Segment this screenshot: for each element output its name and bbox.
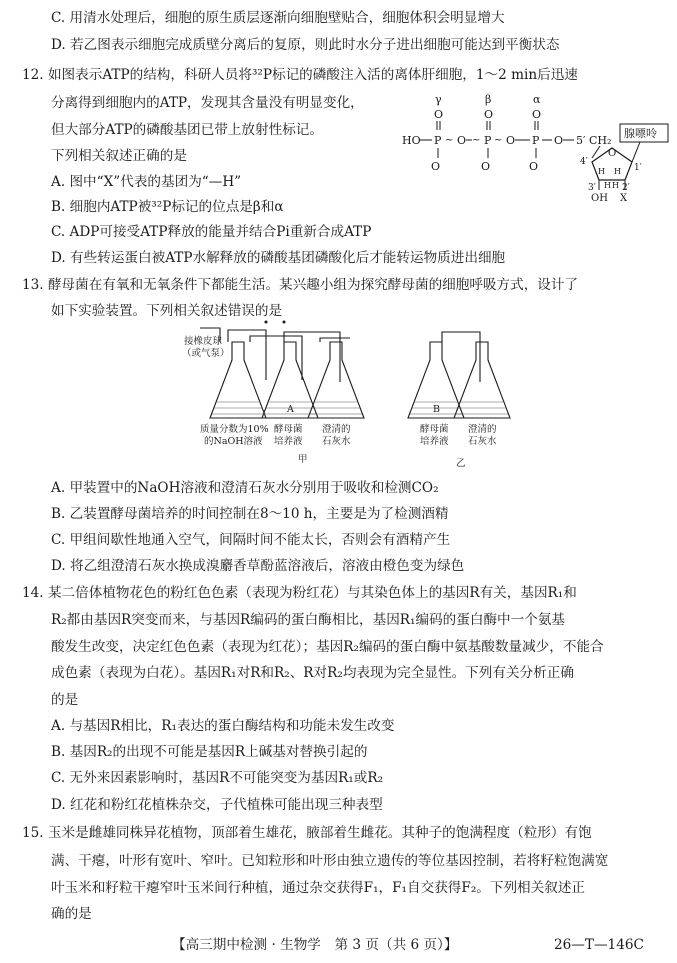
- question-15-stem-2: 满、干瘪，叶形有宽叶、窄叶。已知粒形和叶形由独立遗传的等位基因控制，若将籽粒饱满宽: [51, 853, 609, 869]
- svg-text:2′: 2′: [622, 183, 630, 193]
- option-12d: D. 有些转运蛋白被ATP水解释放的磷酸基团磷酸化后才能转运物质进出细胞: [51, 250, 506, 266]
- flask-limewater-1: [308, 342, 364, 418]
- phosphorus-alpha: P: [532, 134, 540, 147]
- alpha-label: α: [533, 93, 541, 106]
- option-13a: A. 甲装置中的NaOH溶液和澄清石灰水分别用于吸收和检测CO₂: [51, 480, 439, 496]
- option-13c: C. 甲组间歇性地通入空气，间隔时间不能太长，否则会有酒精产生: [51, 532, 451, 548]
- svg-text:4′: 4′: [580, 157, 588, 167]
- yeast-apparatus-figure: [180, 320, 510, 470]
- o-atom: O: [484, 108, 494, 121]
- atp-structure-figure: [400, 92, 670, 204]
- phosphorus-beta: P: [484, 134, 492, 147]
- question-12-stem: 12. 如图表示ATP的结构，科研人员将³²P标记的磷酸注入活的离体肝细胞，1～2 min后迅速: [22, 67, 578, 83]
- option-14d: D. 红花和粉红花植株杂交，子代植株可能出现三种表型: [51, 797, 383, 813]
- flask-b-label: B: [433, 404, 440, 415]
- option-13b: B. 乙装置酵母菌培养的时间控制在8～10 h，主要是为了检测酒精: [51, 506, 449, 522]
- question-12-stem-4: 下列相关叙述正确的是: [51, 148, 187, 164]
- o-atom: O: [532, 108, 542, 121]
- question-12-stem-2: 分离得到细胞内的ATP，发现其含量没有明显变化，: [51, 95, 364, 111]
- svg-text:H: H: [614, 167, 621, 176]
- svg-text:的NaOH溶液: 的NaOH溶液: [204, 436, 263, 447]
- oh-group: O: [529, 160, 539, 173]
- question-12-stem-3: 但大部分ATP的磷酸基团已带上放射性标记。: [51, 122, 323, 138]
- question-13-stem-2: 如下实验装置。下列相关叙述错误的是: [51, 303, 283, 319]
- pump-label: 接橡皮球: [184, 336, 223, 347]
- question-15-stem: 15. 玉米是雌雄同株异花植物，顶部着生雄花，腋部着生雌花。其种子的饱满程度（粒形）有饱: [22, 825, 592, 841]
- adenine-label: 腺嘌呤: [624, 127, 657, 140]
- svg-text:~: ~: [472, 135, 481, 146]
- phosphorus-gamma: P: [434, 134, 442, 147]
- flask-limewater-2: [454, 342, 510, 418]
- svg-text:~: ~: [494, 135, 503, 146]
- svg-text:H: H: [604, 181, 611, 190]
- question-15-stem-3: 叶玉米和籽粒干瘪窄叶玉米间行种植，通过杂交获得F₁，F₁自交获得F₂。下列相关叙述正: [51, 880, 586, 896]
- question-14-stem-3: 酸发生改变，决定红色色素（表现为红花）；基因R₂编码的蛋白酶中氨基酸数量减少，不能合: [51, 639, 604, 655]
- ring-oxygen: O: [608, 148, 617, 159]
- svg-text:3′: 3′: [588, 183, 596, 193]
- svg-text:H: H: [598, 167, 605, 176]
- page-footer-title: 【高三期中检测 · 生物学 第 3 页（共 6 页）】: [172, 937, 458, 953]
- group-jia-label: 甲: [298, 454, 308, 465]
- svg-text:培养液: 培养液: [274, 436, 303, 447]
- bridge-o: O: [457, 134, 467, 147]
- svg-text:培养液: 培养液: [420, 436, 449, 447]
- o-atom: O: [434, 108, 444, 121]
- question-14-stem: 14. 某二倍体植物花色的粉红色色素（表现为粉红花）与其染色体上的基因R有关，基因R₁和: [22, 585, 577, 601]
- option-11c: C. 用清水处理后，细胞的原生质层逐渐向细胞壁贴合，细胞体积会明显增大: [51, 10, 505, 26]
- svg-text:澄清的: 澄清的: [468, 424, 497, 435]
- oh-group: O: [481, 160, 491, 173]
- svg-text:澄清的: 澄清的: [322, 424, 351, 435]
- option-14c: C. 无外来因素影响时，基因R不可能突变为基因R₁或R₂: [51, 770, 384, 786]
- question-14-stem-2: R₂都由基因R突变而来，与基因R编码的蛋白酶相比，基因R₁编码的蛋白酶中一个氨基: [51, 612, 566, 628]
- group-yi-label: 乙: [456, 458, 466, 469]
- svg-text:石灰水: 石灰水: [322, 436, 351, 447]
- svg-text:质量分数为10%: 质量分数为10%: [200, 424, 269, 435]
- option-11d: D. 若乙图表示细胞完成质壁分离后的复原，则此时水分子进出细胞可能达到平衡状态: [51, 37, 560, 53]
- svg-text:1′: 1′: [634, 163, 642, 173]
- option-12b: B. 细胞内ATP被³²P标记的位点是β和α: [51, 199, 284, 215]
- bridge-o: O: [554, 134, 564, 147]
- question-15-stem-4: 确的是: [51, 906, 92, 922]
- svg-text:酵母菌: 酵母菌: [420, 424, 449, 435]
- sugar-oh: OH: [591, 193, 608, 204]
- question-13-stem: 13. 酵母菌在有氧和无氧条件下都能生活。某兴趣小组为探究酵母菌的细胞呼吸方式，设计了: [22, 277, 579, 293]
- option-12a: A. 图中“X”代表的基团为“—H”: [51, 174, 242, 190]
- svg-text:石灰水: 石灰水: [468, 436, 497, 447]
- question-14-stem-4: 成色素（表现为白花）。基因R₁对R和R₂、R对R₂均表现为完全显性。下列有关分析正确: [51, 665, 574, 681]
- sugar-x: X: [620, 193, 628, 204]
- svg-text:~: ~: [445, 135, 454, 146]
- pump-label-2: （或气泵）: [182, 348, 230, 359]
- flask-a-label: A: [287, 404, 294, 415]
- bridge-o: O: [506, 134, 516, 147]
- svg-text:H: H: [612, 181, 619, 190]
- option-12c: C. ADP可接受ATP释放的能量并结合Pi重新合成ATP: [51, 224, 372, 240]
- option-14a: A. 与基因R相比，R₁表达的蛋白酶结构和功能未发生改变: [51, 718, 395, 734]
- gamma-label: γ: [435, 93, 442, 106]
- oh-group: O: [431, 160, 441, 173]
- question-14-stem-5: 的是: [51, 692, 79, 708]
- svg-text:酵母菌: 酵母菌: [274, 424, 303, 435]
- ch2-group: 5′ CH₂: [576, 134, 612, 147]
- page-footer-code: 26—T—146C: [554, 937, 644, 953]
- ho-group: HO: [402, 134, 421, 147]
- option-14b: B. 基因R₂的出现不可能是基因R上碱基对替换引起的: [51, 744, 368, 760]
- beta-label: β: [485, 93, 492, 106]
- option-13d: D. 将乙组澄清石灰水换成溴麝香草酚蓝溶液后，溶液由橙色变为绿色: [51, 558, 465, 574]
